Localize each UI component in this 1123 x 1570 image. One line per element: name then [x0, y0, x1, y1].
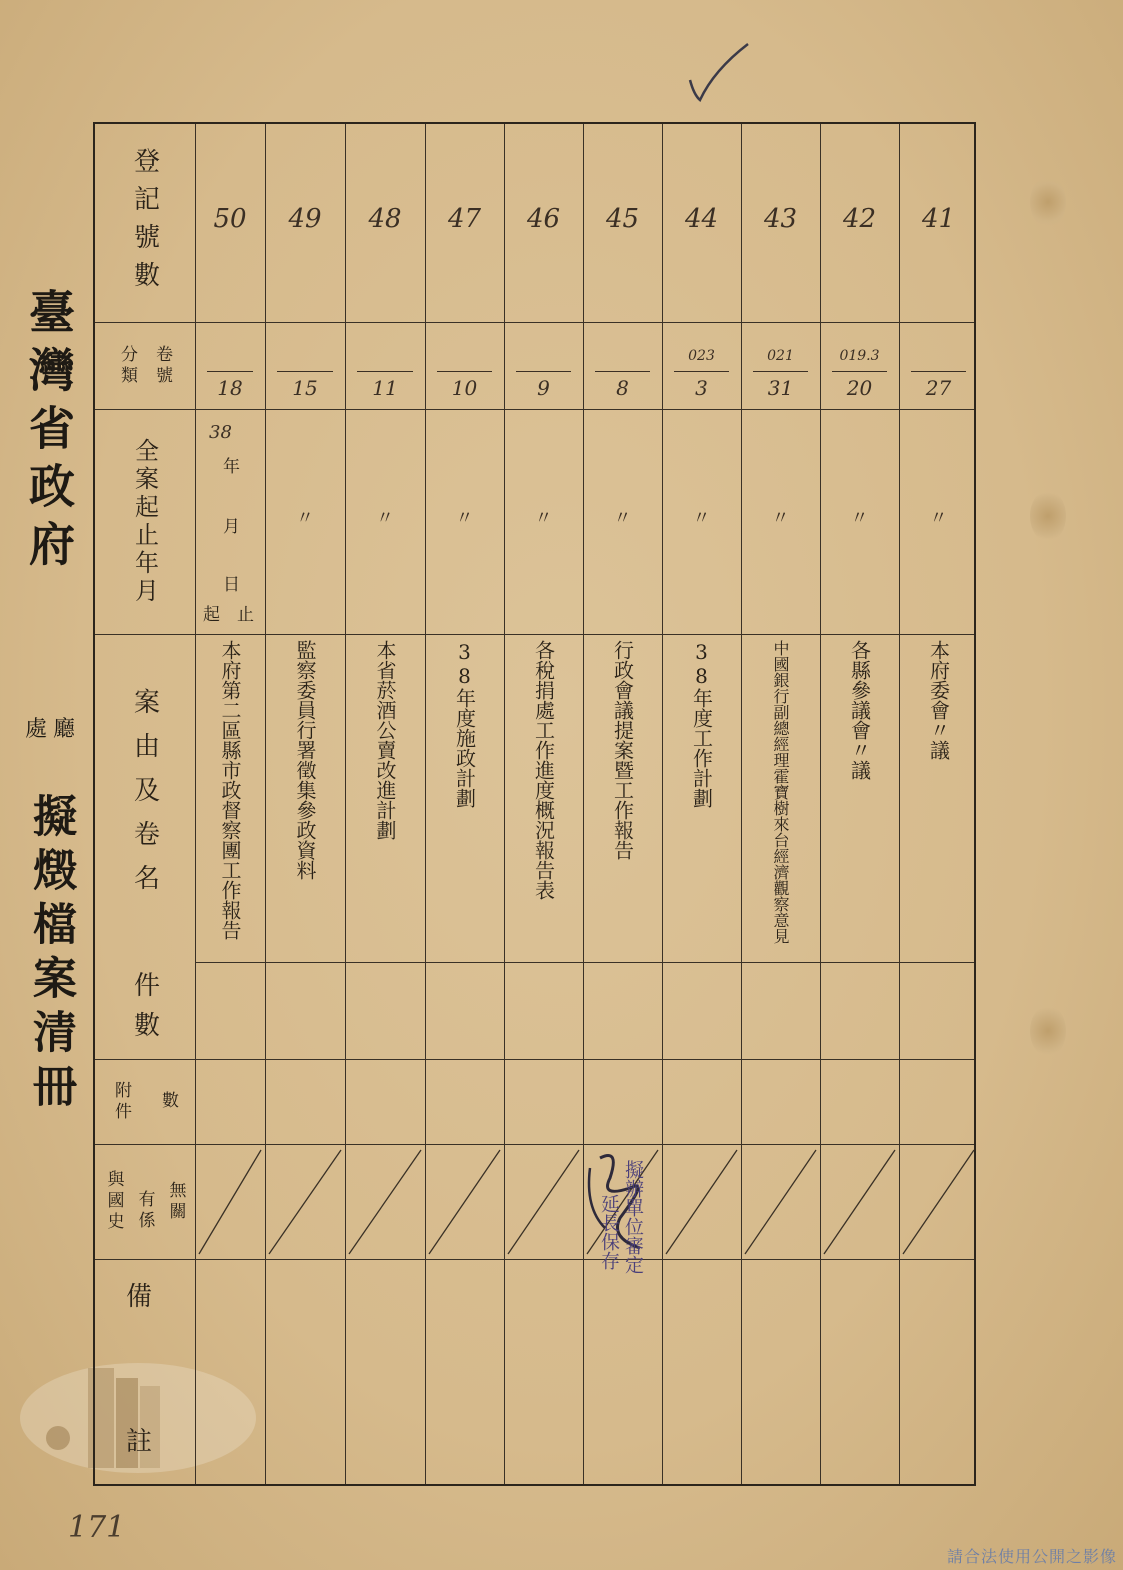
history-strike: [199, 1150, 261, 1254]
punch-hole: [1030, 1005, 1066, 1057]
government-title: 臺灣省政府: [22, 288, 76, 578]
class-no: 15: [292, 376, 318, 400]
header-count: 件數: [129, 970, 160, 1051]
header-history-a: 無關: [165, 1180, 186, 1223]
punch-hole: [1030, 176, 1066, 228]
header-class-right: 卷號: [152, 344, 172, 387]
case-name: 本府第二區縣市政督察團工作報告: [218, 640, 242, 940]
class-top: 023: [688, 348, 715, 364]
reg-no-cell: 49: [288, 204, 322, 234]
class-no: 9: [537, 376, 550, 400]
class-no: 31: [767, 376, 794, 400]
history-strike: [429, 1150, 500, 1254]
header-case-name: 案由及卷名: [129, 688, 160, 908]
reg-no-cell: 41: [921, 204, 956, 234]
period-to: 止: [237, 605, 254, 625]
ledger-table: [93, 122, 976, 1486]
class-no: 3: [695, 376, 708, 400]
history-strike-lines: [95, 124, 978, 1488]
period-ditto: 〃: [296, 508, 314, 529]
reg-no-cell: 46: [526, 204, 561, 234]
case-name: 監察委員行署徵集參政資料: [293, 640, 317, 880]
class-no: 10: [451, 376, 478, 400]
period-ditto: 〃: [771, 508, 790, 529]
case-name: 38年度施政計劃: [452, 640, 477, 808]
period-ditto: 〃: [692, 508, 711, 529]
case-name: 各稅捐處工作進度概況報告表: [531, 640, 556, 900]
case-name: 38年度工作計劃: [689, 640, 714, 808]
class-top: 021: [767, 348, 794, 364]
period-from: 起: [203, 605, 220, 625]
case-name: 本府委會〃議: [926, 640, 951, 760]
header-history-c: 與國史: [103, 1170, 124, 1233]
stamp-col1: 延長保存: [598, 1194, 620, 1270]
history-strike: [903, 1150, 974, 1254]
header-period: 全案起止年月: [130, 437, 159, 606]
class-no: 27: [925, 376, 952, 400]
register-title: 擬燬檔案清冊: [25, 793, 76, 1117]
period-ditto: 〃: [850, 508, 869, 529]
case-name: 中國銀行副總經理霍寶樹來台經濟觀察意見: [771, 640, 790, 944]
case-name: 各縣參議會〃議: [847, 640, 872, 780]
reg-no-cell: 48: [368, 204, 402, 234]
reg-no-cell: 44: [684, 204, 719, 234]
case-name: 本省菸酒公賣改進計劃: [373, 640, 397, 840]
department-label: 處廳: [24, 717, 81, 742]
class-no: 18: [217, 376, 243, 400]
period-ditto: 〃: [455, 508, 474, 529]
header-attach-left: 附件: [111, 1080, 131, 1123]
retention-stamp: [598, 1160, 658, 1320]
period-ditto: 〃: [376, 508, 394, 529]
check-mark-icon: [684, 40, 754, 110]
header-reg-no: 登記號數: [129, 147, 160, 299]
reg-no-cell: 45: [605, 204, 640, 234]
period-ditto: 〃: [534, 508, 553, 529]
history-strike: [508, 1150, 579, 1254]
reg-no-cell: 43: [763, 204, 798, 234]
period-year-value: 38: [209, 422, 232, 443]
period-day: 日: [223, 575, 240, 595]
class-no: 11: [372, 376, 398, 400]
header-attach-right: 數: [158, 1091, 178, 1112]
history-strike: [349, 1150, 421, 1254]
period-ditto: 〃: [613, 508, 632, 529]
reg-no-cell: 42: [842, 204, 877, 234]
page-number: 171: [68, 1510, 126, 1545]
period-ditto: 〃: [929, 508, 948, 529]
history-strike: [666, 1150, 737, 1254]
class-no: 8: [616, 376, 629, 400]
period-year: 年: [223, 457, 240, 477]
class-no: 20: [846, 376, 873, 400]
class-top: 019.3: [839, 348, 880, 364]
reg-no-cell: 47: [447, 204, 482, 234]
history-strike: [745, 1150, 816, 1254]
history-strike: [824, 1150, 895, 1254]
punch-hole: [1030, 490, 1066, 542]
history-strike: [269, 1150, 341, 1254]
header-history-b: 有係: [134, 1189, 155, 1232]
period-month: 月: [223, 517, 240, 537]
reg-no-cell: 50: [213, 204, 247, 234]
header-remarks-top: 備: [125, 1281, 164, 1312]
stamp-col2: 擬辦單位審定: [622, 1160, 644, 1274]
header-remarks-bottom: 註: [125, 1426, 164, 1457]
case-name: 行政會議提案暨工作報告: [610, 640, 635, 860]
header-class-left: 分類: [117, 344, 137, 387]
watermark: 請合法使用公開之影像: [946, 1547, 1117, 1566]
